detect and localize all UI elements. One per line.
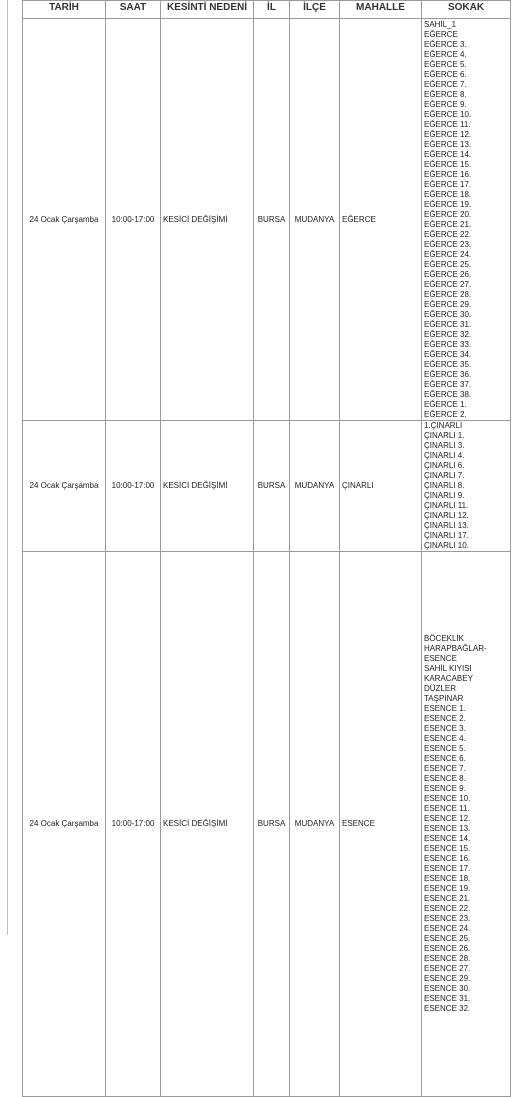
- cell-kesinti-nedeni: KESİCİ DEĞİŞİMİ: [161, 19, 254, 421]
- street-name: ESENCE 31.: [424, 994, 471, 1003]
- street-name: ESENCE 12.: [424, 814, 471, 823]
- street-name: EĞERCE 21.: [424, 219, 472, 229]
- street-name: ESENCE 9.: [424, 784, 466, 793]
- street-name: ESENCE 8.: [424, 774, 466, 783]
- cell-mahalle: ESENCE: [340, 552, 422, 1097]
- street-name: EĞERCE 22.: [424, 229, 472, 239]
- street-name: SAHİL KIYISI: [424, 664, 472, 673]
- street-name: BÖCEKLİK: [424, 634, 465, 643]
- street-name: EĞERCE 3.: [424, 39, 467, 49]
- street-name: EĞERCE 24.: [424, 249, 472, 259]
- street-name: EĞERCE 19.: [424, 199, 472, 209]
- street-name: EĞERCE 37.: [424, 379, 472, 389]
- table-row: [23, 19, 511, 421]
- street-name: EĞERCE 16.: [424, 169, 472, 179]
- cell-ilce: MUDANYA: [290, 19, 340, 421]
- street-name: EĞERCE: [424, 29, 458, 39]
- street-name: EĞERCE 25.: [424, 259, 472, 269]
- street-name: ÇINARLI 3.: [424, 441, 465, 450]
- street-name: EĞERCE 31.: [424, 319, 472, 329]
- cell-mahalle: EĞERCE: [340, 19, 422, 421]
- street-name: ÇINARLI 13.: [424, 521, 469, 530]
- street-name: ÇINARLI 8.: [424, 481, 465, 490]
- street-name: EĞERCE 14.: [424, 149, 472, 159]
- street-name: ESENCE 26.: [424, 944, 471, 953]
- street-name: EĞERCE 28.: [424, 289, 472, 299]
- street-name: EĞERCE 2.: [424, 409, 467, 419]
- street-name: ESENCE 23.: [424, 914, 471, 923]
- street-name: ESENCE 1.: [424, 704, 466, 713]
- header-kesinti-nedeni: KESİNTİ NEDENİ: [161, 1, 254, 19]
- street-name: EĞERCE 35.: [424, 359, 472, 369]
- street-name: EĞERCE 11.: [424, 119, 471, 129]
- street-name: ESENCE 30.: [424, 984, 471, 993]
- street-name: ESENCE 11.: [424, 804, 470, 813]
- street-name: ESENCE 22.: [424, 904, 471, 913]
- street-name: EĞERCE 5.: [424, 59, 467, 69]
- cell-sokak: [422, 19, 511, 421]
- street-name: EĞERCE 6.: [424, 69, 467, 79]
- street-name: ESENCE 13.: [424, 824, 471, 833]
- street-name: EĞERCE 13.: [424, 139, 472, 149]
- table-row: [23, 421, 511, 552]
- table-row: [23, 552, 511, 1097]
- street-name: EĞERCE 18.: [424, 189, 472, 199]
- cell-saat: 10:00-17:00: [106, 19, 161, 421]
- street-name: EĞERCE 27.: [424, 279, 472, 289]
- street-name: EĞERCE 23.: [424, 239, 472, 249]
- street-name: ESENCE 7.: [424, 764, 466, 773]
- street-name: ÇINARLI 12.: [424, 511, 469, 520]
- cell-saat: 10:00-17:00: [106, 421, 161, 552]
- street-name: ÇINARLI 7.: [424, 471, 465, 480]
- street-name: 1.ÇINARLI: [424, 421, 463, 430]
- street-name: EĞERCE 34.: [424, 349, 472, 359]
- header-mahalle: MAHALLE: [340, 1, 422, 19]
- street-name: ÇINARLI 11.: [424, 501, 469, 510]
- street-name: KARACABEY: [424, 674, 473, 683]
- street-name: EĞERCE 20.: [424, 209, 472, 219]
- street-name: ESENCE 16.: [424, 854, 471, 863]
- street-name: ÇINARLI 17.: [424, 531, 469, 540]
- header-saat: SAAT: [106, 1, 161, 19]
- header-ilce: İLÇE: [290, 1, 340, 19]
- street-name: ESENCE 4.: [424, 734, 466, 743]
- cell-kesinti-nedeni: KESİCİ DEĞİŞİMİ: [161, 421, 254, 552]
- street-name: EĞERCE 26.: [424, 269, 472, 279]
- street-name: ESENCE 2.: [424, 714, 466, 723]
- street-name: ESENCE 25.: [424, 934, 471, 943]
- street-name: ESENCE 18.: [424, 874, 471, 883]
- cell-kesinti-nedeni: KESİCİ DEĞİŞİMİ: [161, 552, 254, 1097]
- street-name: EĞERCE 33.: [424, 339, 472, 349]
- street-name: ÇINARLI 10.: [424, 541, 469, 550]
- cell-tarih: 24 Ocak Çarşamba: [23, 19, 106, 421]
- street-name: ÇINARLI 9.: [424, 491, 465, 500]
- header-sokak: SOKAK: [422, 1, 511, 19]
- cell-saat: 10:00-17:00: [106, 552, 161, 1097]
- street-name: EĞERCE 1.: [424, 399, 467, 409]
- cell-il: BURSA: [254, 552, 290, 1097]
- header-il: İL: [254, 1, 290, 19]
- street-name: ESENCE 28.: [424, 954, 471, 963]
- street-name: ESENCE 17.: [424, 864, 471, 873]
- street-name: EĞERCE 8.: [424, 89, 467, 99]
- cell-il: BURSA: [254, 421, 290, 552]
- street-name: DÜZLER: [424, 684, 457, 693]
- street-name: ESENCE 14.: [424, 834, 471, 843]
- street-name: EĞERCE 10.: [424, 109, 472, 119]
- street-name: ESENCE 29.: [424, 974, 471, 983]
- cell-il: BURSA: [254, 19, 290, 421]
- street-name: ESENCE 3.: [424, 724, 466, 733]
- street-name: ESENCE 15.: [424, 844, 471, 853]
- street-name: EĞERCE 7.: [424, 79, 467, 89]
- cell-sokak: [422, 552, 511, 1097]
- page-margin-rule: [7, 0, 8, 935]
- street-name: ESENCE 24.: [424, 924, 471, 933]
- street-name: EĞERCE 4.: [424, 49, 467, 59]
- street-name: ESENCE 10.: [424, 794, 471, 803]
- street-name: EĞERCE 30.: [424, 309, 472, 319]
- cell-sokak: [422, 421, 511, 552]
- street-name: ESENCE 6.: [424, 754, 466, 763]
- street-name: EĞERCE 12.: [424, 129, 472, 139]
- street-name: HARAPBAĞLAR-: [424, 644, 487, 653]
- cell-tarih: 24 Ocak Çarşamba: [23, 421, 106, 552]
- street-name: ÇINARLI 4.: [424, 451, 465, 460]
- street-name: ESENCE 21.: [424, 894, 471, 903]
- street-name: EĞERCE 36.: [424, 369, 472, 379]
- street-name: EĞERCE 32.: [424, 329, 472, 339]
- street-name: ÇINARLI 1.: [424, 431, 465, 440]
- street-name: ESENCE 19.: [424, 884, 471, 893]
- outage-table: [22, 0, 511, 1097]
- cell-mahalle: ÇINARLI: [340, 421, 422, 552]
- street-name: EĞERCE 38.: [424, 389, 472, 399]
- street-name: SAHİL_1: [424, 19, 457, 29]
- header-tarih: TARİH: [23, 1, 106, 19]
- cell-ilce: MUDANYA: [290, 552, 340, 1097]
- street-name: ESENCE 5.: [424, 744, 466, 753]
- street-name: EĞERCE 17.: [424, 179, 472, 189]
- street-name: ÇINARLI 6.: [424, 461, 465, 470]
- cell-tarih: 24 Ocak Çarşamba: [23, 552, 106, 1097]
- cell-ilce: MUDANYA: [290, 421, 340, 552]
- street-name: ESENCE 27.: [424, 964, 471, 973]
- street-name: TAŞPINAR: [424, 694, 464, 703]
- street-name: ESENCE: [424, 654, 457, 663]
- street-name: EĞERCE 29.: [424, 299, 472, 309]
- street-name: EĞERCE 15.: [424, 159, 472, 169]
- street-name: ESENCE 32.: [424, 1004, 471, 1013]
- header-row: [23, 1, 511, 19]
- street-name: EĞERCE 9.: [424, 99, 467, 109]
